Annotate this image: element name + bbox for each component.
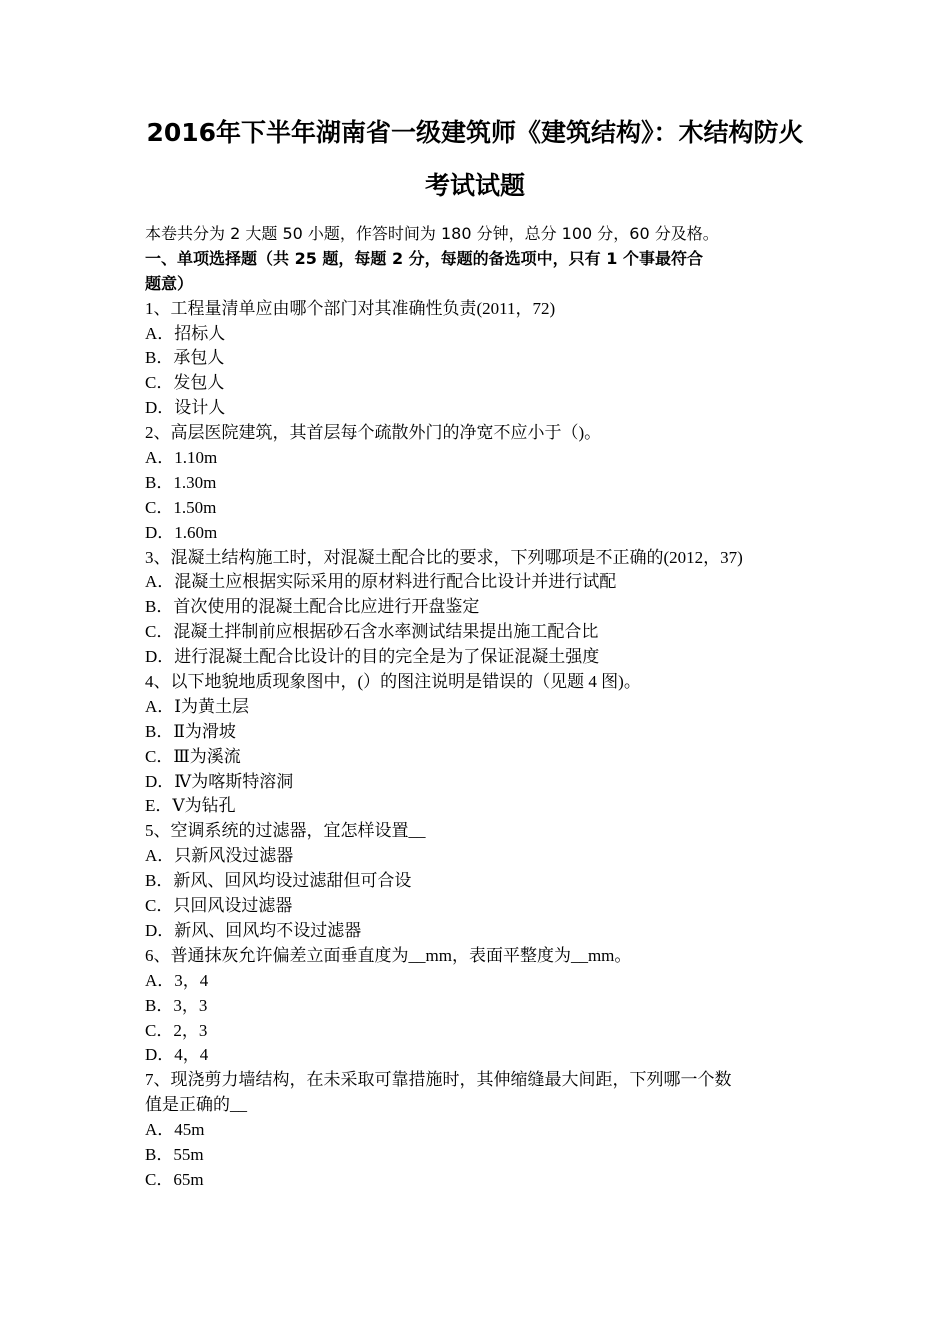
answer-option: A．只新风没过滤器 <box>145 846 294 866</box>
answer-option: C．混凝土拌制前应根据砂石含水率测试结果提出施工配合比 <box>145 622 599 642</box>
answer-option: C．1.50m <box>145 497 217 517</box>
answer-option: D．新风、回风均不设过滤器 <box>145 920 362 940</box>
answer-option: C．只回风设过滤器 <box>145 896 293 916</box>
answer-option: D．进行混凝土配合比设计的目的完全是为了保证混凝土强度 <box>145 647 600 667</box>
answer-option: B．Ⅱ为滑坡 <box>145 721 236 741</box>
answer-option: B．承包人 <box>145 348 225 368</box>
answer-option: B．55m <box>145 1144 204 1164</box>
answer-option: D．Ⅳ为喀斯特溶洞 <box>145 771 294 791</box>
answer-option: A．招标人 <box>145 323 226 343</box>
section-heading-line-1: 一、单项选择题（共 25 题，每题 2 分，每题的备选项中，只有 1 个事最符合 <box>145 248 703 268</box>
question-stem: 1、工程量清单应由哪个部门对其准确性负责(2011，72) <box>145 298 556 318</box>
answer-option: B．首次使用的混凝土配合比应进行开盘鉴定 <box>145 597 480 617</box>
answer-option: C．65m <box>145 1169 204 1189</box>
answer-option: D．1.60m <box>145 522 218 542</box>
answer-option: A．混凝土应根据实际采用的原材料进行配合比设计并进行试配 <box>145 572 617 592</box>
document-body <box>145 222 810 1193</box>
answer-option: D．设计人 <box>145 398 226 418</box>
question-stem-line-2: 值是正确的__ <box>145 1095 247 1115</box>
answer-option: A．Ⅰ为黄土层 <box>145 696 249 716</box>
question-stem: 5、空调系统的过滤器，宜怎样设置__ <box>145 821 426 841</box>
section-heading-line-2: 题意） <box>145 273 194 293</box>
question-stem-line-1: 7、现浇剪力墙结构，在未采取可靠措施时，其伸缩缝最大间距，下列哪一个数 <box>145 1070 732 1090</box>
answer-option: B．1.30m <box>145 472 217 492</box>
answer-option: C．发包人 <box>145 373 225 393</box>
answer-option: E．Ⅴ为钻孔 <box>145 796 236 816</box>
document-title-line-1: 2016年下半年湖南省一级建筑师《建筑结构》：木结构防火 <box>146 118 804 147</box>
exam-intro: 本卷共分为 2 大题 50 小题，作答时间为 180 分钟，总分 100 分，60 分及格。 <box>145 224 719 243</box>
question-stem: 2、高层医院建筑，其首层每个疏散外门的净宽不应小于（)。 <box>145 423 602 443</box>
answer-option: B．3，3 <box>145 995 208 1015</box>
answer-option: D．4，4 <box>145 1045 209 1065</box>
question-stem: 4、以下地貌地质现象图中，(）的图注说明是错误的（见题 4 图)。 <box>145 672 641 692</box>
question-stem: 3、混凝土结构施工时，对混凝土配合比的要求，下列哪项是不正确的(2012，37) <box>145 547 743 567</box>
answer-option: C．Ⅲ为溪流 <box>145 746 241 766</box>
answer-option: C．2，3 <box>145 1020 208 1040</box>
answer-option: B．新风、回风均设过滤甜但可合设 <box>145 871 412 891</box>
answer-option: A．3，4 <box>145 970 209 990</box>
answer-option: A．45m <box>145 1120 205 1140</box>
question-stem: 6、普通抹灰允许偏差立面垂直度为__mm，表面平整度为__mm。 <box>145 945 632 965</box>
document-title-line-2: 考试试题 <box>424 171 525 200</box>
answer-option: A．1.10m <box>145 448 218 468</box>
